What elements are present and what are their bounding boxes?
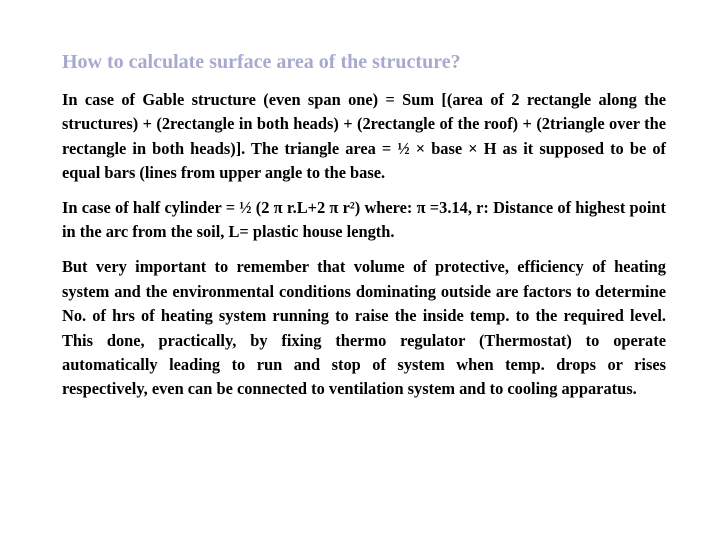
paragraph-half-cylinder: In case of half cylinder = ½ (2 π r.L+2 π r²) where: π =3.14, r: Distance of highest point in the arc from the soil, L= plastic house length. bbox=[62, 197, 666, 242]
slide-title: How to calculate surface area of the structure? bbox=[62, 51, 461, 73]
slide-body bbox=[62, 88, 666, 402]
paragraph-gable-structure: In case of Gable structure (even span one) = Sum [(area of 2 rectangle along the structures) + (2rectangle in both heads) + (2rectangle of the roof) + (2triangle over the rectangle in both heads)]. The triangle area = ½ × base × H as it supposed to be of equal bars (lines from upper angle to the base. bbox=[62, 90, 666, 183]
paragraph-heating-factors: But very important to remember that volume of protective, efficiency of heating system and the environmental conditions dominating outside are factors to determine No. of hrs of heating system running to raise the inside temp. to the required level. This done, practically, by fixing thermo regulator (Thermostat) to operate automatically leading to run and stop of system when temp. drops or rises respectively, even can be connected to ventilation system and to cooling apparatus. bbox=[62, 257, 666, 399]
